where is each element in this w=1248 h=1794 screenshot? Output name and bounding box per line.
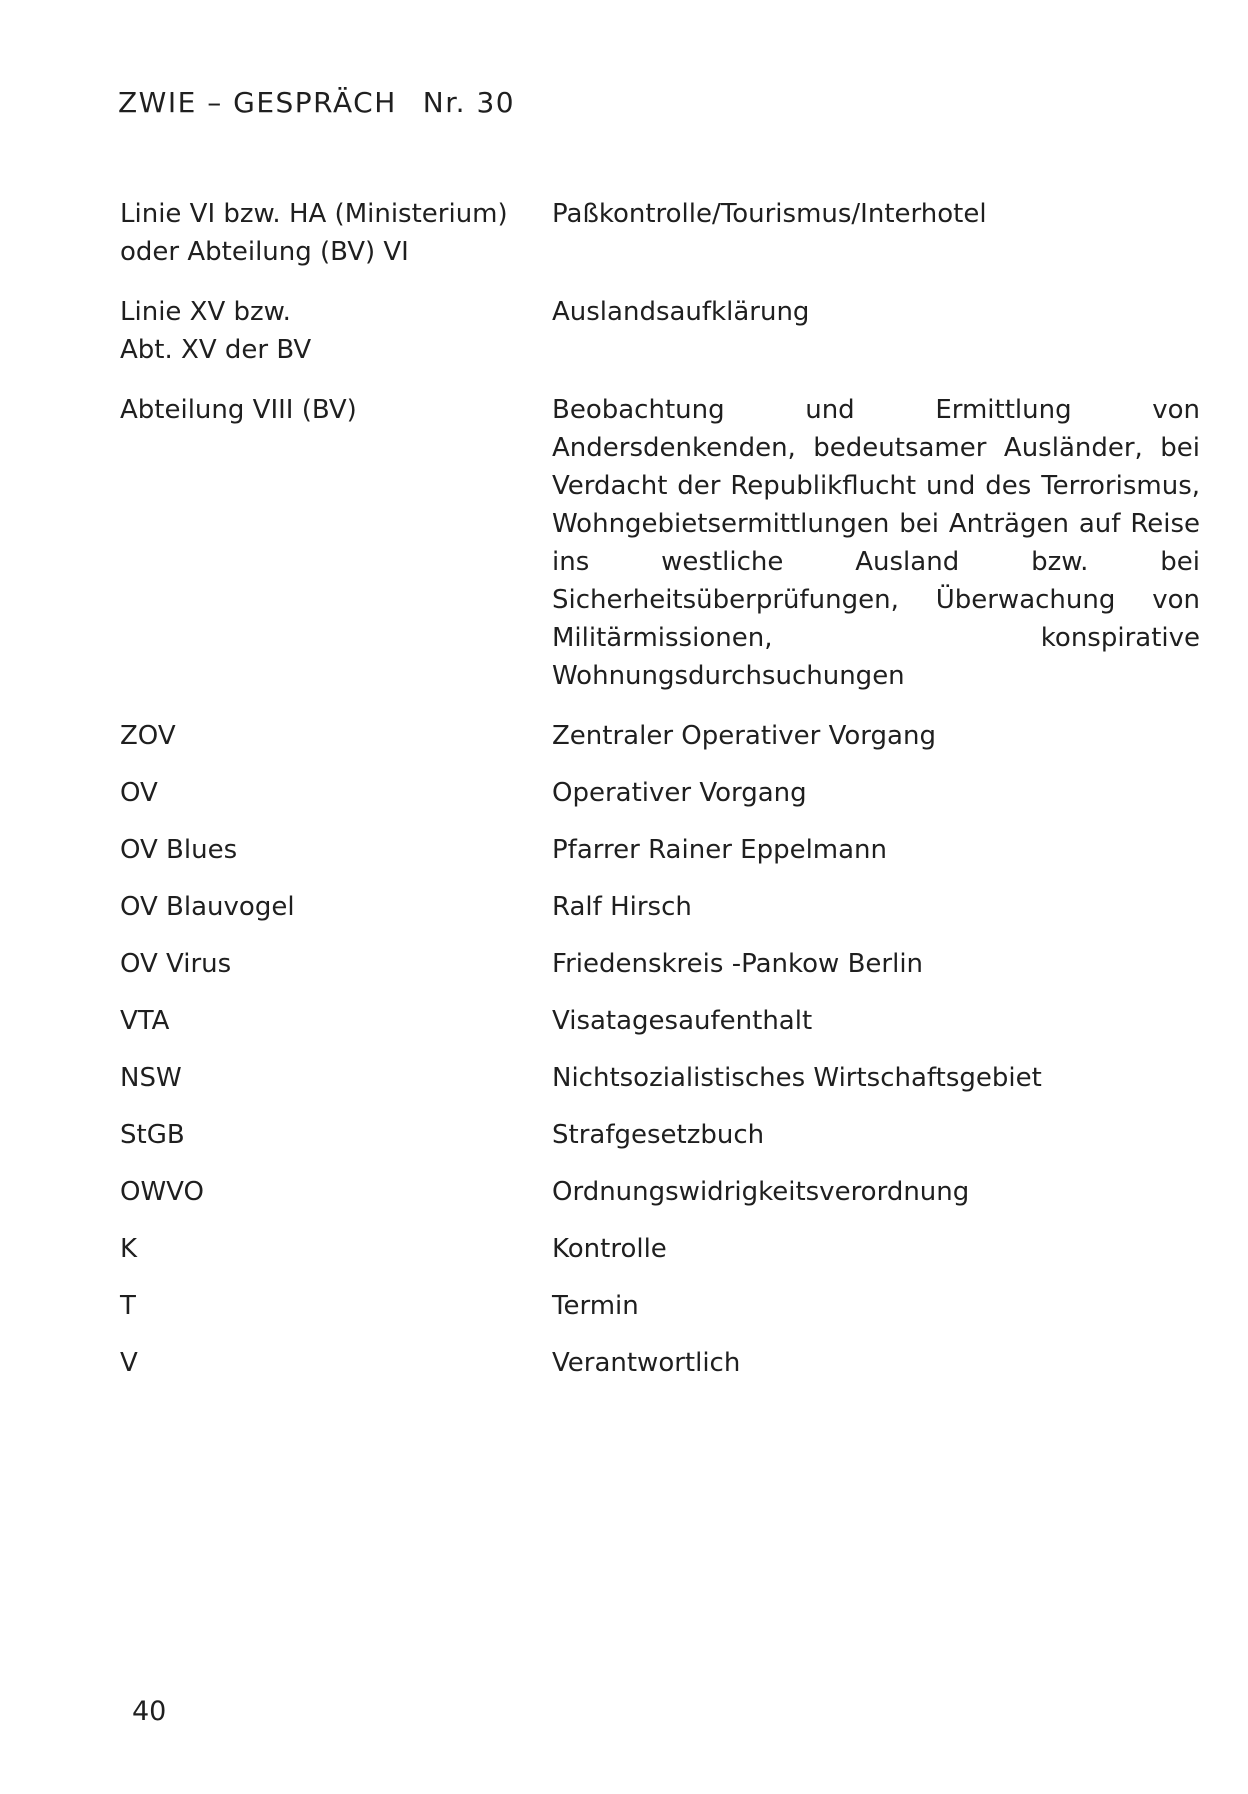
glossary-definition: Pfarrer Rainer Eppelmann — [552, 835, 888, 865]
glossary-definition: Termin — [552, 1291, 639, 1321]
glossary-definition: Friedenskreis -Pankow Berlin — [552, 949, 924, 979]
glossary-definition: Auslandsaufklärung — [552, 297, 810, 327]
glossary-row — [120, 1230, 1200, 1268]
glossary-term: OWVO — [120, 1177, 204, 1207]
glossary-term: StGB — [120, 1120, 185, 1150]
glossary-row — [120, 888, 1200, 926]
glossary-row — [120, 774, 1200, 812]
glossary-term: Abteilung VIII (BV) — [120, 395, 357, 425]
glossary-term: OV Blauvogel — [120, 892, 295, 922]
glossary-definition: Ralf Hirsch — [552, 892, 692, 922]
glossary-row — [120, 1344, 1200, 1382]
glossary-definition: Zentraler Operativer Vorgang — [552, 721, 936, 751]
glossary-term: T — [120, 1291, 136, 1321]
glossary-row — [120, 717, 1200, 755]
glossary-definition: Strafgesetzbuch — [552, 1120, 765, 1150]
glossary-term: NSW — [120, 1063, 182, 1093]
glossary-definition: Beobachtung und Ermittlung von Andersdenkenden, bedeutsamer Ausländer, bei Verdacht der Republikflucht und des Terrorismus, Wohngebietsermittlungen bei Anträgen auf Reise ins westliche Ausland bzw. bei Sicherheitsüberprüfungen, Überwachung von Militärmissionen, konspirative Wohnungsdurchsuchungen — [552, 395, 1200, 691]
glossary-term: OV Blues — [120, 835, 238, 865]
glossary-row — [120, 293, 1200, 369]
glossary-row — [120, 1173, 1200, 1211]
glossary-definition: Verantwortlich — [552, 1348, 741, 1378]
publication-title: ZWIE – GESPRÄCH — [118, 86, 397, 119]
glossary-definition: Ordnungswidrigkeitsverordnung — [552, 1177, 970, 1207]
glossary-row — [120, 831, 1200, 869]
glossary-definition: Visatagesaufenthalt — [552, 1006, 813, 1036]
glossary-row — [120, 195, 1200, 271]
glossary-term: Linie XV bzw. Abt. XV der BV — [120, 297, 312, 365]
glossary-term: OV — [120, 778, 158, 808]
glossary-term: OV Virus — [120, 949, 232, 979]
glossary-row — [120, 1287, 1200, 1325]
glossary-definition: Operativer Vorgang — [552, 778, 807, 808]
abbreviation-glossary — [120, 195, 1200, 1401]
glossary-definition: Nichtsozialistisches Wirtschaftsgebiet — [552, 1063, 1042, 1093]
glossary-definition: Paßkontrolle/Tourismus/Interhotel — [552, 199, 987, 229]
glossary-term: V — [120, 1348, 138, 1378]
glossary-term: ZOV — [120, 721, 176, 751]
glossary-term: VTA — [120, 1006, 170, 1036]
issue-number: Nr. 30 — [422, 86, 516, 119]
glossary-row — [120, 391, 1200, 695]
glossary-row — [120, 1002, 1200, 1040]
glossary-term: Linie VI bzw. HA (Ministerium) oder Abteilung (BV) VI — [120, 199, 508, 267]
glossary-row — [120, 1116, 1200, 1154]
glossary-row — [120, 1059, 1200, 1097]
glossary-row — [120, 945, 1200, 983]
page-header — [118, 86, 515, 119]
page-number: 40 — [132, 1696, 167, 1727]
glossary-definition: Kontrolle — [552, 1234, 667, 1264]
glossary-term: K — [120, 1234, 138, 1264]
